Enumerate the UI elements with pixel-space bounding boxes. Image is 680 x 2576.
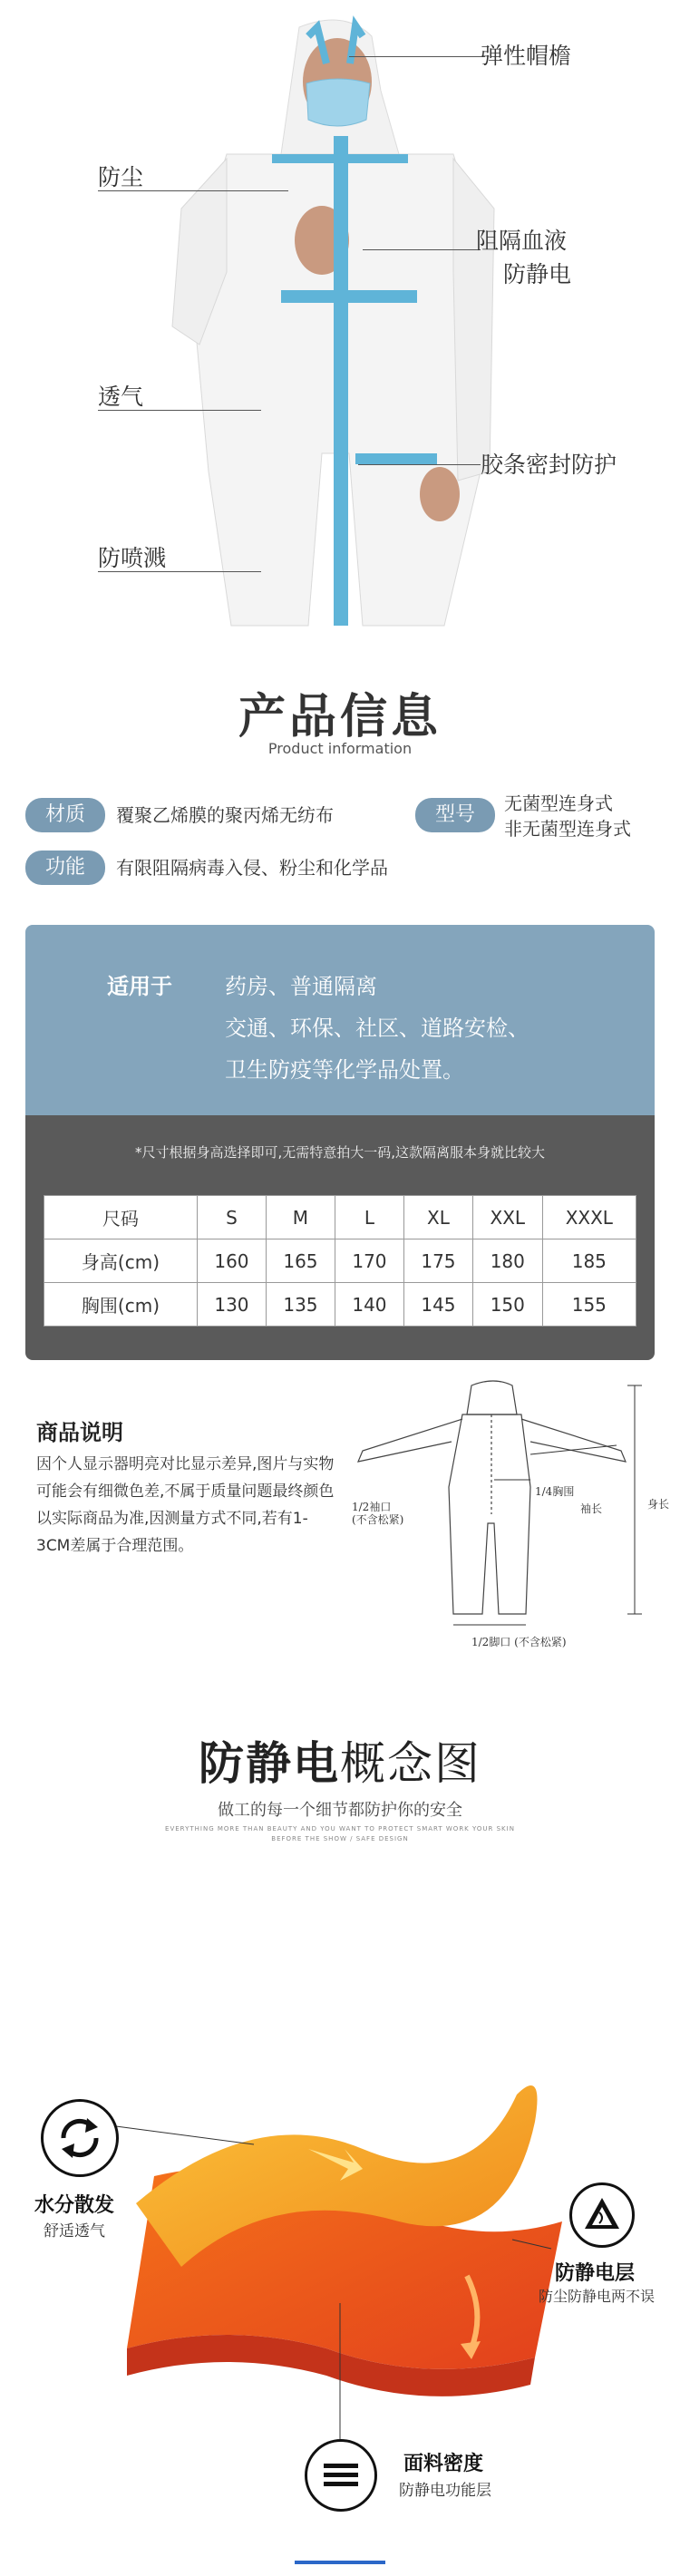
- size-chart-panel: [25, 1115, 655, 1360]
- sleeve-label: 袖长: [580, 1502, 603, 1515]
- cuff-label: [352, 1501, 403, 1526]
- table-row: [44, 1239, 636, 1283]
- model-value-2: 非无菌型连身式: [504, 818, 631, 840]
- table-cell: XXL: [472, 1196, 542, 1239]
- table-cell: 170: [335, 1239, 403, 1283]
- table-cell: 145: [403, 1283, 472, 1327]
- table-cell: 135: [266, 1283, 335, 1327]
- ankle-label-note: (不含松紧): [514, 1636, 567, 1648]
- dust-label: 防尘: [98, 164, 144, 190]
- table-cell: 160: [197, 1239, 266, 1283]
- product-info-section: [0, 635, 680, 925]
- table-cell: 180: [472, 1239, 542, 1283]
- recycle-arrows-icon: [44, 2102, 116, 2174]
- material-pill: 材质: [25, 798, 105, 832]
- apply-line-1: 药房、普通隔离: [225, 974, 377, 999]
- table-row: [44, 1283, 636, 1327]
- antistatic-layer-badge: [569, 2182, 635, 2248]
- height-label: 身长: [647, 1498, 670, 1511]
- antistatic-section: [0, 1668, 680, 2576]
- function-value: 有限阻隔病毒入侵、粉尘和化学品: [116, 857, 388, 879]
- apply-label: 适用于: [107, 974, 172, 999]
- table-header-row: [44, 1196, 636, 1239]
- product-info-subtitle: Product information: [267, 740, 413, 757]
- antistatic-title-rest: 概念图: [340, 1737, 481, 1790]
- sealing-callout-line: [358, 464, 481, 465]
- cuff-label-text: 1/2袖口: [352, 1501, 392, 1513]
- antistatic-label: 防静电: [503, 261, 572, 287]
- antistatic-layer-title: 防静电层: [555, 2262, 636, 2285]
- sealing-label: 胶条密封防护: [481, 452, 617, 478]
- density-badge: [305, 2439, 377, 2512]
- product-info-title: 产品信息: [238, 690, 442, 744]
- table-cell: 130: [197, 1283, 266, 1327]
- hero-section: [0, 0, 680, 635]
- table-cell: 身高(cm): [44, 1239, 198, 1283]
- table-cell: 155: [542, 1283, 636, 1327]
- table-cell: XXXL: [542, 1196, 636, 1239]
- table-cell: 尺码: [44, 1196, 198, 1239]
- antistatic-layer-subtitle: 防尘防静电两不误: [539, 2288, 656, 2305]
- table-cell: L: [335, 1196, 403, 1239]
- fabric-layers-icon: [307, 2442, 374, 2509]
- table-cell: S: [197, 1196, 266, 1239]
- applicability-panel: [25, 925, 655, 1115]
- antistatic-tiny-text: EVERYTHING MORE THAN BEAUTY AND YOU WANT TO PROTECT SMART WORK YOUR SKIN: [165, 1825, 515, 1832]
- chest-label: 1/4胸围: [535, 1485, 575, 1498]
- moisture-subtitle: 舒适透气: [44, 2222, 105, 2241]
- model-pill: 型号: [415, 798, 495, 832]
- table-cell: 胸围(cm): [44, 1283, 198, 1327]
- antistatic-title: [0, 1727, 680, 1793]
- table-cell: 175: [403, 1239, 472, 1283]
- description-title: 商品说明: [36, 1420, 123, 1445]
- antistatic-title-bold: 防静电: [199, 1737, 340, 1790]
- model-value-1: 无菌型连身式: [504, 792, 613, 814]
- table-cell: XL: [403, 1196, 472, 1239]
- table-cell: M: [266, 1196, 335, 1239]
- description-body: 因个人显示器明亮对比显示差异,图片与实物可能会有细微色差,不属于质量问题最终颜色以实际商品为准,因测量方式不同,若有1-3CM差属于合理范围。: [36, 1455, 335, 1555]
- antistatic-tiny-text-2: BEFORE THE SHOW / SAFE DESIGN: [271, 1835, 409, 1842]
- description-section: [0, 1360, 680, 1668]
- ankle-label-text: 1/2脚口: [471, 1636, 511, 1648]
- apply-line-2: 交通、环保、社区、道路安检、: [225, 1016, 529, 1041]
- table-cell: 165: [266, 1239, 335, 1283]
- bottom-accent-bar: [295, 2561, 385, 2564]
- esd-warning-icon: [572, 2185, 632, 2245]
- brim-callout-line: [349, 56, 485, 57]
- size-note: *尺寸根据身高选择即可,无需特意拍大一码,这款隔离服本身就比较大: [134, 1144, 546, 1161]
- table-cell: 140: [335, 1283, 403, 1327]
- antistatic-subtitle: 做工的每一个细节都防护你的安全: [218, 1801, 462, 1820]
- breathable-label: 透气: [98, 384, 144, 410]
- barrier-callout-line: [363, 249, 481, 250]
- table-cell: 185: [542, 1239, 636, 1283]
- table-cell: 150: [472, 1283, 542, 1327]
- cuff-label-note: (不含松紧): [352, 1513, 404, 1526]
- moisture-badge: [41, 2099, 119, 2177]
- material-value: 覆聚乙烯膜的聚丙烯无纺布: [116, 804, 334, 826]
- spray-label: 防喷溅: [98, 545, 167, 571]
- protective-suit-illustration: [0, 0, 680, 635]
- function-pill: 功能: [25, 851, 105, 885]
- apply-line-3: 卫生防疫等化学品处置。: [225, 1057, 464, 1083]
- density-subtitle: 防静电功能层: [399, 2482, 491, 2500]
- brim-label: 弹性帽檐: [481, 43, 572, 69]
- moisture-title: 水分散发: [34, 2194, 115, 2217]
- density-title: 面料密度: [403, 2453, 484, 2475]
- size-table: [44, 1195, 636, 1327]
- ankle-label: [471, 1634, 567, 1649]
- barrier-label: 阻隔血液: [476, 228, 568, 254]
